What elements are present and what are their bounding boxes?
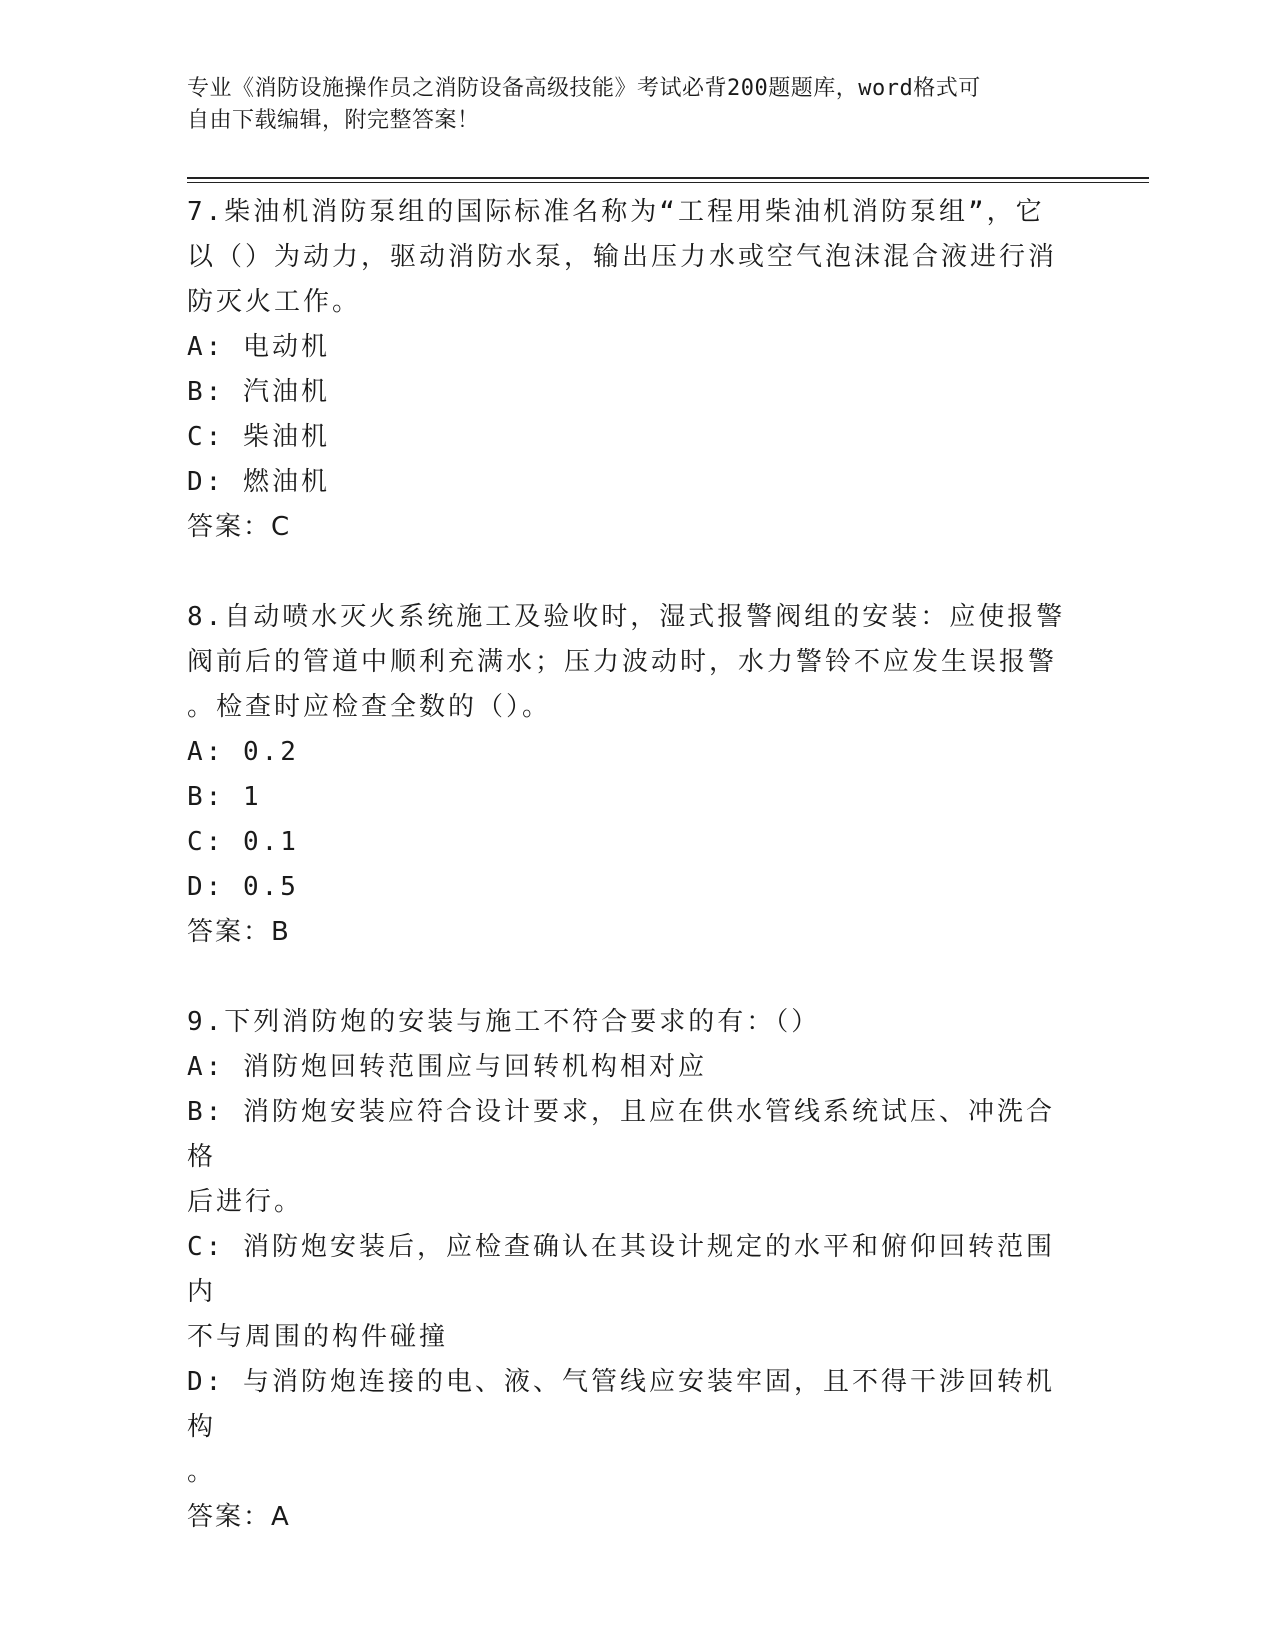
option-a: A: 电动机 — [187, 332, 330, 362]
option-d: D: 与消防炮连接的电、液、气管线应安装牢固，且不得干涉回转机构 。 — [187, 1367, 1055, 1487]
question-9 — [187, 1000, 1067, 1540]
option-c: C: 0.1 — [187, 827, 299, 857]
option-d: D: 燃油机 — [187, 467, 330, 497]
question-7 — [187, 190, 1067, 550]
question-stem-line: 7.柴油机消防泵组的国际标准名称为“工程用柴油机消防泵组”，它 — [187, 197, 1045, 227]
option-a: A: 0.2 — [187, 737, 299, 767]
header-divider-thin — [187, 182, 1149, 183]
answer-label: 答案：A — [187, 1502, 291, 1532]
option-c: C: 消防炮安装后，应检查确认在其设计规定的水平和俯仰回转范围内 不与周围的构件碰撞 — [187, 1232, 1055, 1352]
option-b: B: 消防炮安装应符合设计要求，且应在供水管线系统试压、冲洗合格 后进行。 — [187, 1097, 1055, 1217]
answer-label: 答案：C — [187, 512, 292, 542]
spacer — [187, 955, 1067, 1000]
question-stem-line: 8.自动喷水灭火系统施工及验收时，湿式报警阀组的安装：应使报警 — [187, 602, 1066, 632]
question-list — [187, 190, 1067, 1540]
answer-label: 答案：B — [187, 917, 291, 947]
document-header — [187, 73, 1067, 137]
header-line-1: 专业《消防设施操作员之消防设备高级技能》考试必背200题题库，word格式可 — [187, 76, 981, 101]
header-divider-thick — [187, 177, 1149, 179]
question-stem-line: 9.下列消防炮的安装与施工不符合要求的有：（） — [187, 1007, 821, 1037]
option-b: B: 1 — [187, 782, 262, 812]
header-line-2: 自由下载编辑，附完整答案！ — [187, 108, 480, 133]
question-8 — [187, 595, 1067, 955]
option-c: C: 柴油机 — [187, 422, 330, 452]
option-b: B: 汽油机 — [187, 377, 330, 407]
question-stem-line: 以（）为动力，驱动消防水泵，输出压力水或空气泡沫混合液进行消 — [187, 242, 1058, 272]
question-stem-line: 防灭火工作。 — [187, 287, 362, 317]
question-stem-line: 。检查时应检查全数的（）。 — [187, 692, 552, 722]
question-stem-line: 阀前后的管道中顺利充满水；压力波动时，水力警铃不应发生误报警 — [187, 647, 1058, 677]
spacer — [187, 550, 1067, 595]
option-d: D: 0.5 — [187, 872, 299, 902]
option-a: A: 消防炮回转范围应与回转机构相对应 — [187, 1052, 707, 1082]
